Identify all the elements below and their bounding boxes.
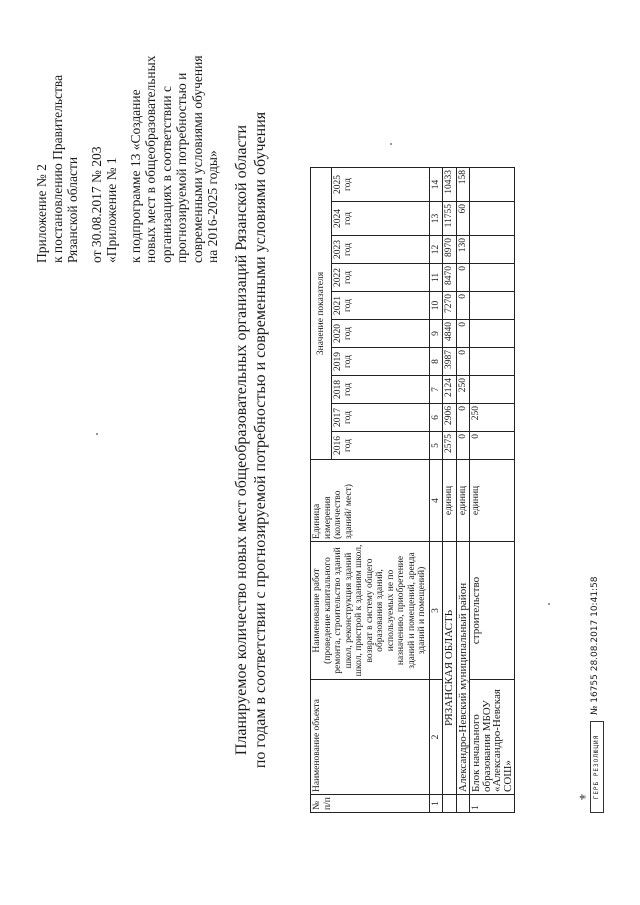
appendix-line: современными условиями обучения [189, 55, 205, 263]
column-number-row [429, 168, 443, 813]
year-header: 2020 год [331, 320, 429, 348]
object-value [470, 236, 515, 264]
object-value: 250 [470, 404, 515, 432]
district-value: 0 [456, 404, 470, 432]
region-value: 4840 [443, 320, 457, 348]
column-number: 11 [429, 264, 443, 292]
district-name: Александро-Невский муниципальный район [456, 542, 470, 795]
district-value: 250 [456, 376, 470, 404]
appendix-line: Приложение № 2 [34, 164, 49, 263]
header-indicator-group: Значение показателя [311, 168, 332, 460]
object-value [470, 168, 515, 202]
year-header: 2019 год [331, 348, 429, 376]
appendix-line: на 2016-2025 годы» [205, 150, 220, 263]
object-value [470, 320, 515, 348]
region-value: 2906 [443, 404, 457, 432]
year-header: 2025 год [331, 168, 429, 202]
district-value: 0 [456, 432, 470, 460]
column-number: 2 [429, 680, 443, 795]
column-number: 4 [429, 460, 443, 542]
column-number: 8 [429, 348, 443, 376]
year-header: 2017 год [331, 404, 429, 432]
district-value: 0 [456, 264, 470, 292]
district-value: 0 [456, 292, 470, 320]
object-value [470, 264, 515, 292]
year-header: 2022 год [331, 264, 429, 292]
region-unit: единиц [443, 460, 457, 542]
header-unit: Единица измерения (количество зданий/ мест) [311, 460, 430, 542]
appendix-header [34, 55, 221, 263]
column-number: 10 [429, 292, 443, 320]
header-row [311, 168, 332, 813]
region-value: 8970 [443, 236, 457, 264]
year-header: 2023 год [331, 236, 429, 264]
header-works: Наименование работ (проведение капитального ремонта, строительство зданий школ, реконструкция зданий школ, пристрой к зданиям школ, возврат в систему общего образования зданий, используемых не по назначению, приобретение зданий и помещений, аренда зданий и помещений) [311, 542, 430, 680]
column-number: 5 [429, 432, 443, 460]
district-value: 0 [456, 348, 470, 376]
object-unit: единиц [470, 460, 515, 542]
column-number: 1 [429, 795, 443, 813]
column-number: 14 [429, 168, 443, 202]
object-num: 1 [470, 795, 515, 813]
header-object: Наименование объекта [311, 680, 430, 795]
appendix-line: новых мест в общеобразовательных [143, 55, 158, 263]
appendix-line: организациях в соответствии с [158, 86, 174, 263]
object-value [470, 376, 515, 404]
scan-speck [548, 603, 550, 605]
title-line: по годам в соответствии с прогнозируемой потребностью и современными условиями обучения [252, 111, 269, 769]
object-name: Блок начального образования МБОУ «Александро-Невская СОШ» [470, 680, 515, 795]
year-header: 2021 год [331, 292, 429, 320]
registration-stamp: ГЕРБ РЕЗОЛЮЦИЯ [590, 721, 604, 813]
region-value: 3987 [443, 348, 457, 376]
district-value: 0 [456, 320, 470, 348]
region-value: 2124 [443, 376, 457, 404]
scan-speck [390, 143, 392, 145]
places-table [310, 167, 515, 813]
title-line: Планируемое количество новых мест общеобразовательных организаций Рязанской области [233, 124, 250, 756]
appendix-line: к подпрограмме 13 «Создание [127, 89, 143, 263]
object-value [470, 202, 515, 236]
column-number: 3 [429, 542, 443, 680]
year-header: 2018 год [331, 376, 429, 404]
appendix-line: к постановлению Правительства [49, 74, 65, 263]
appendix-line: Рязанской области [65, 156, 80, 263]
region-value: 2575 [443, 432, 457, 460]
object-value [470, 348, 515, 376]
region-row [443, 168, 457, 813]
district-row [456, 168, 470, 813]
appendix-line: прогнозируемой потребностью и [174, 72, 189, 263]
district-value: 158 [456, 168, 470, 202]
appendix-line: «Приложение № 1 [104, 157, 119, 263]
region-value: 8470 [443, 264, 457, 292]
registration-number: № 16755 28.08.2017 10:41:58 [590, 576, 600, 715]
region-value: 7270 [443, 292, 457, 320]
appendix-line: от 30.08.2017 № 203 [88, 146, 104, 263]
year-header: 2016 год [331, 432, 429, 460]
scan-speck [96, 433, 98, 435]
region-value: 10433 [443, 168, 457, 202]
column-number: 9 [429, 320, 443, 348]
stamp-emblem-icon: ⚜ [578, 792, 588, 801]
column-number: 12 [429, 236, 443, 264]
region-name: РЯЗАНСКАЯ ОБЛАСТЬ [443, 542, 457, 795]
column-number: 7 [429, 376, 443, 404]
object-value: 0 [470, 432, 515, 460]
header-num: № п/п [311, 795, 430, 813]
document-title [232, 55, 270, 825]
district-unit: единиц [456, 460, 470, 542]
object-row [470, 168, 515, 813]
region-value: 11755 [443, 202, 457, 236]
year-header: 2024 год [331, 202, 429, 236]
object-works: строительство [470, 542, 515, 680]
column-number: 13 [429, 202, 443, 236]
district-value: 130 [456, 236, 470, 264]
column-number: 6 [429, 404, 443, 432]
object-value [470, 292, 515, 320]
district-value: 60 [456, 202, 470, 236]
